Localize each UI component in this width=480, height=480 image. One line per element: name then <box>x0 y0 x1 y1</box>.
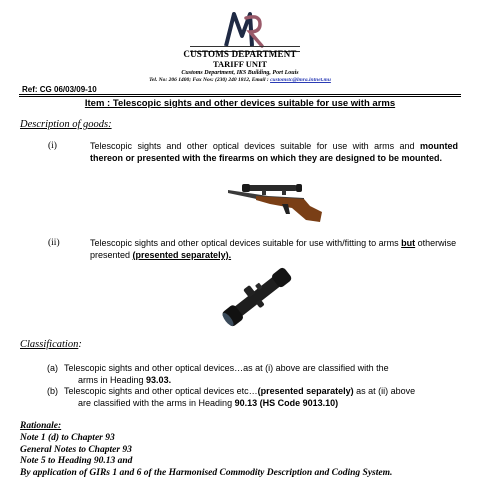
rationale-line: General Notes to Chapter 93 <box>20 444 132 455</box>
classification-item-b-text3: are classified with the arms in Heading <box>78 397 235 408</box>
description-item-ii-text2: otherwise presented <box>90 238 457 260</box>
description-item-ii-text: Telescopic sights and other optical devices suitable for use with/fitting to arms <box>90 238 402 248</box>
classification-item-a-line1: Telescopic sights and other optical devices…as at (i) above are classified with the <box>64 363 389 373</box>
classification-item-b-text2: as at (ii) above <box>353 386 416 396</box>
header-department: CUSTOMS DEPARTMENT <box>183 49 297 59</box>
header-contact <box>0 77 480 83</box>
classification-item-num: (b) <box>47 386 58 396</box>
description-item-i <box>90 141 458 164</box>
rationale-line: Note 5 to Heading 90.13 and <box>20 456 133 467</box>
rationale-line: By application of GIRs 1 and 6 of the Harmonised Commodity Description and Coding System. <box>20 467 393 478</box>
rationale-line: Note 1 (d) to Chapter 93 <box>20 433 115 443</box>
classification-item-b-line2 <box>64 398 460 410</box>
classification-item-num: (a) <box>47 363 58 373</box>
description-item-ii-separately: (presented separately). <box>132 249 232 260</box>
classification-heading-text: Classification <box>20 339 79 350</box>
header-unit: TARIFF UNIT <box>212 59 268 69</box>
description-item-i-bold: mounted thereon or presented with the firearms on which they are designed to be mounted. <box>90 141 458 163</box>
rationale-list <box>20 433 470 479</box>
header-tel-fax: Tel. No: 206 1400; Fax Nos: (230) 240 1812, Email : <box>149 77 271 83</box>
rationale-heading: Rationale: <box>20 421 62 431</box>
item-title: Item : Telescopic sights and other devices suitable for use with arms <box>84 98 396 109</box>
classification-item-b-separately: (presented separately) <box>257 386 354 396</box>
classification-item-a <box>64 363 460 386</box>
classification-item-b-line1 <box>64 386 460 398</box>
divider-top <box>19 94 461 95</box>
classification-item-a-line2 <box>64 375 460 387</box>
description-item-num: (ii) <box>48 238 60 248</box>
rifle-with-scope-image <box>226 182 326 224</box>
customs-logo <box>220 6 268 50</box>
header-address: Customs Department, IKS Building, Port Louis <box>181 70 299 76</box>
description-item-ii <box>90 238 458 261</box>
classification-item-b-text: Telescopic sights and other optical devices etc… <box>64 386 258 396</box>
description-heading: Description of goods: <box>20 119 112 130</box>
header-email-link[interactable]: customstc@lmra.intnet.mu <box>270 77 331 83</box>
divider-bottom <box>19 96 461 97</box>
classification-item-a-heading: 93.03. <box>146 374 172 385</box>
reference-number: Ref: CG 06/03/09-10 <box>22 85 97 94</box>
classification-heading <box>20 339 82 350</box>
telescopic-sight-image <box>216 260 300 332</box>
description-item-i-text: Telescopic sights and other optical devices suitable for use with arms and <box>90 141 420 151</box>
classification-item-b <box>64 386 460 409</box>
description-item-num: (i) <box>48 141 57 151</box>
classification-item-a-text: arms in Heading <box>78 374 147 385</box>
classification-item-b-heading: 90.13 (HS Code 9013.10) <box>234 397 339 408</box>
classification-heading-colon: : <box>78 339 82 350</box>
description-item-ii-but: but <box>401 238 416 248</box>
